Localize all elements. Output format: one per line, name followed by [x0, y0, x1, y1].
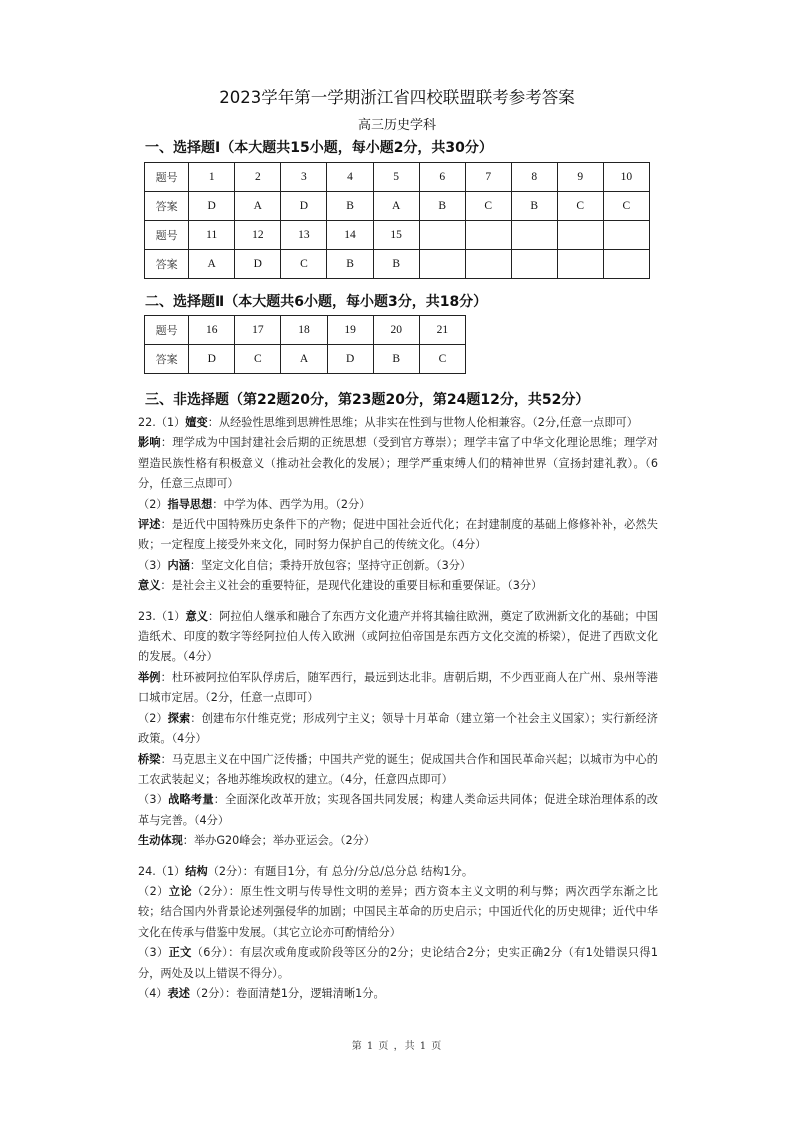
answer-paragraph	[138, 862, 658, 882]
item-prefix: （2）	[138, 884, 169, 898]
item-prefix: （3）	[138, 946, 169, 960]
answer-cell	[511, 250, 557, 279]
answer-cell: C	[281, 250, 327, 279]
answer-paragraph	[138, 668, 658, 709]
answer-cell: D	[235, 250, 281, 279]
answer-paragraph	[138, 709, 658, 750]
question-number-cell: 20	[373, 316, 419, 345]
row-label: 题号	[145, 221, 189, 250]
section2-heading: 二、选择题Ⅱ（本大题共6小题，每小题3分，共18分）	[145, 294, 488, 310]
item-prefix: （2）	[138, 711, 168, 725]
question-number-row	[145, 163, 650, 192]
answer-row	[145, 345, 466, 374]
answer-paragraph	[138, 556, 658, 576]
row-label: 答案	[145, 250, 189, 279]
item-prefix: （3）	[138, 558, 168, 572]
answer-cell: B	[511, 192, 557, 221]
question-number-cell	[603, 221, 649, 250]
question-number-cell: 6	[419, 163, 465, 192]
question-number-cell: 19	[327, 316, 373, 345]
answer-text: ：从经验性思维到思辨性思维；从非实在性到与世物人伦相兼容。（2分,任意一点即可）	[207, 416, 638, 429]
question-number-cell	[419, 221, 465, 250]
answer-paragraph	[138, 607, 658, 668]
answer-text: ：是社会主义社会的重要特征，是现代化建设的重要目标和重要保证。（3分）	[160, 579, 543, 593]
answer-text: ：中学为体、西学为用。（2分）	[212, 497, 371, 511]
section1-answer-table	[144, 162, 650, 279]
answer-cell	[603, 250, 649, 279]
answer-cell: D	[189, 345, 235, 374]
answer-paragraph	[138, 413, 658, 433]
row-label: 答案	[145, 192, 189, 221]
answer-cell: C	[419, 345, 465, 374]
answer-paragraph	[138, 831, 658, 851]
question-number-cell: 9	[557, 163, 603, 192]
question-number-cell: 21	[419, 316, 465, 345]
answer-paragraph	[138, 576, 658, 596]
answer-text: ：理学成为中国封建社会后期的正统思想（受到官方尊崇）；理学丰富了中华文化理论思维；理学对塑造民族性格有积极意义（推动社会教化的发展）；理学严重束缚人们的精神世界（宣扬封建礼教）。（6分，任意三点即可）	[138, 436, 658, 491]
question-number-cell: 11	[189, 221, 235, 250]
answer-row	[145, 250, 650, 279]
section3-answers	[138, 413, 658, 1004]
question-number-cell: 8	[511, 163, 557, 192]
question-number-cell: 16	[189, 316, 235, 345]
item-prefix: （3）	[138, 793, 169, 807]
answer-cell: D	[281, 192, 327, 221]
answer-text: （2分）：原生性文明与传导性文明的差异；西方资本主义文明的利与弊；两次西学东渐之比较；结合国内外背景论述列强侵华的加剧；中国民主革命的历史启示；中国近代化的历史规律；近代中华文化在传承与借鉴中发展。（其它立论亦可酌情给分）	[138, 884, 658, 939]
section2-answer-table	[144, 315, 466, 374]
item-prefix: 23.（1）	[138, 609, 186, 623]
answer-paragraph	[138, 984, 658, 1004]
key-term: 立论	[168, 884, 192, 898]
answer-text: ：举办G20峰会；举办亚运会。（2分）	[182, 834, 376, 848]
key-term: 意义	[138, 579, 161, 593]
answer-text: ：马克思主义在中国广泛传播；中国共产党的诞生；促成国共合作和国民革命兴起；以城市为中心的工农武装起义；各地苏维埃政权的建立。（4分，任意四点即可）	[138, 752, 658, 786]
answer-cell: C	[235, 345, 281, 374]
answer-paragraph	[138, 790, 658, 831]
answer-cell: D	[189, 192, 235, 221]
answer-cell: C	[557, 192, 603, 221]
question-number-cell: 3	[281, 163, 327, 192]
key-term: 生动体现	[138, 834, 183, 848]
key-term: 嬗变	[185, 416, 208, 429]
question-number-cell: 17	[235, 316, 281, 345]
answer-paragraph	[138, 515, 658, 556]
answer-paragraph	[138, 750, 658, 791]
answer-paragraph	[138, 882, 658, 943]
section1-heading: 一、选择题Ⅰ（本大题共15小题，每小题2分，共30分）	[145, 140, 493, 156]
document-title: 2023学年第一学期浙江省四校联盟联考参考答案	[219, 88, 575, 107]
question-number-cell	[557, 221, 603, 250]
answer-cell: D	[327, 345, 373, 374]
answer-text: ：杜环被阿拉伯军队俘虏后，随军西行，最远到达北非。唐朝后期，不少西亚商人在广州、泉州等港口城市定居。（2分，任意一点即可）	[138, 670, 658, 705]
answer-cell: B	[327, 192, 373, 221]
question-number-cell: 14	[327, 221, 373, 250]
question-number-cell: 13	[281, 221, 327, 250]
key-term: 内涵	[167, 558, 190, 572]
page-footer: 第 1 页 ，共 1 页	[351, 1041, 443, 1052]
key-term: 战略考量	[168, 793, 214, 807]
question-number-row	[145, 221, 650, 250]
question-number-cell: 2	[235, 163, 281, 192]
question-24-answers	[138, 862, 658, 1005]
answer-text: ：创建布尔什维克党；形成列宁主义；领导十月革命（建立第一个社会主义国家）；实行新经济政策。（4分）	[138, 711, 658, 746]
key-term: 指导思想	[167, 497, 213, 511]
question-22-answers	[138, 413, 658, 597]
key-term: 结构	[185, 864, 208, 878]
answer-cell: A	[281, 345, 327, 374]
key-term: 正文	[168, 946, 192, 960]
row-label: 答案	[145, 345, 189, 374]
question-number-cell: 5	[373, 163, 419, 192]
answer-cell: B	[327, 250, 373, 279]
answer-paragraph	[138, 943, 658, 984]
section3-heading: 三、非选择题（第22题20分，第23题20分，第24题12分，共52分）	[145, 392, 590, 408]
answer-text: ：全面深化改革开放；实现各国共同发展；构建人类命运共同体；促进全球治理体系的改革与完善。（4分）	[138, 793, 658, 827]
answer-cell: B	[373, 250, 419, 279]
answer-text: （6分）：有层次或角度或阶段等区分的2分；史论结合2分；史实正确2分（有1处错误只得1分，两处及以上错误不得分）。	[138, 946, 658, 980]
key-term: 影响	[138, 436, 161, 450]
answer-cell: A	[189, 250, 235, 279]
answer-cell	[465, 250, 511, 279]
question-number-cell: 18	[281, 316, 327, 345]
answer-text: ：阿拉伯人继承和融合了东西方文化遗产并将其输往欧洲，奠定了欧洲新文化的基础；中国造纸术、印度的数字等经阿拉伯人传入欧洲（或阿拉伯帝国是东西方文化交流的桥梁），促进了西欧文化的发展。（4分）	[138, 609, 658, 664]
key-term: 探索	[167, 711, 191, 725]
answer-cell	[419, 250, 465, 279]
answer-row	[145, 192, 650, 221]
answer-text: （2分）：卷面清楚1分，逻辑清晰1分。	[189, 986, 385, 1000]
answer-text: ：是近代中国特殊历史条件下的产物；促进中国社会近代化；在封建制度的基础上修修补补，必然失败；一定程度上接受外来文化，同时努力保护自己的传统文化。（4分）	[138, 518, 658, 552]
answer-cell	[557, 250, 603, 279]
answer-text: （2分）：有题目1分，有 总分/分总/总分总 结构1分。	[207, 864, 474, 878]
answer-cell: B	[419, 192, 465, 221]
answer-cell: C	[603, 192, 649, 221]
key-term: 意义	[185, 609, 209, 623]
key-term: 评述	[138, 518, 161, 532]
answer-cell: A	[373, 192, 419, 221]
key-term: 桥梁	[138, 752, 161, 766]
question-number-cell: 15	[373, 221, 419, 250]
question-number-cell: 1	[189, 163, 235, 192]
question-23-answers	[138, 607, 658, 852]
item-prefix: （2）	[138, 497, 168, 511]
key-term: 表述	[167, 986, 190, 1000]
answer-cell: C	[465, 192, 511, 221]
item-prefix: （4）	[138, 986, 168, 1000]
item-prefix: 24.（1）	[138, 864, 186, 878]
question-number-cell: 4	[327, 163, 373, 192]
answer-paragraph	[138, 495, 658, 515]
question-number-cell: 7	[465, 163, 511, 192]
question-number-cell	[511, 221, 557, 250]
key-term: 举例	[138, 670, 161, 684]
document-subtitle: 高三历史学科	[357, 118, 436, 133]
question-number-row	[145, 316, 466, 345]
question-number-cell: 12	[235, 221, 281, 250]
item-prefix: 22.（1）	[138, 416, 186, 429]
question-number-cell: 10	[603, 163, 649, 192]
answer-text: ：坚定文化自信；秉持开放包容；坚持守正创新。（3分）	[189, 558, 472, 572]
answer-paragraph	[138, 433, 658, 494]
row-label: 题号	[145, 316, 189, 345]
answer-cell: B	[373, 345, 419, 374]
row-label: 题号	[145, 163, 189, 192]
question-number-cell	[465, 221, 511, 250]
answer-cell: A	[235, 192, 281, 221]
